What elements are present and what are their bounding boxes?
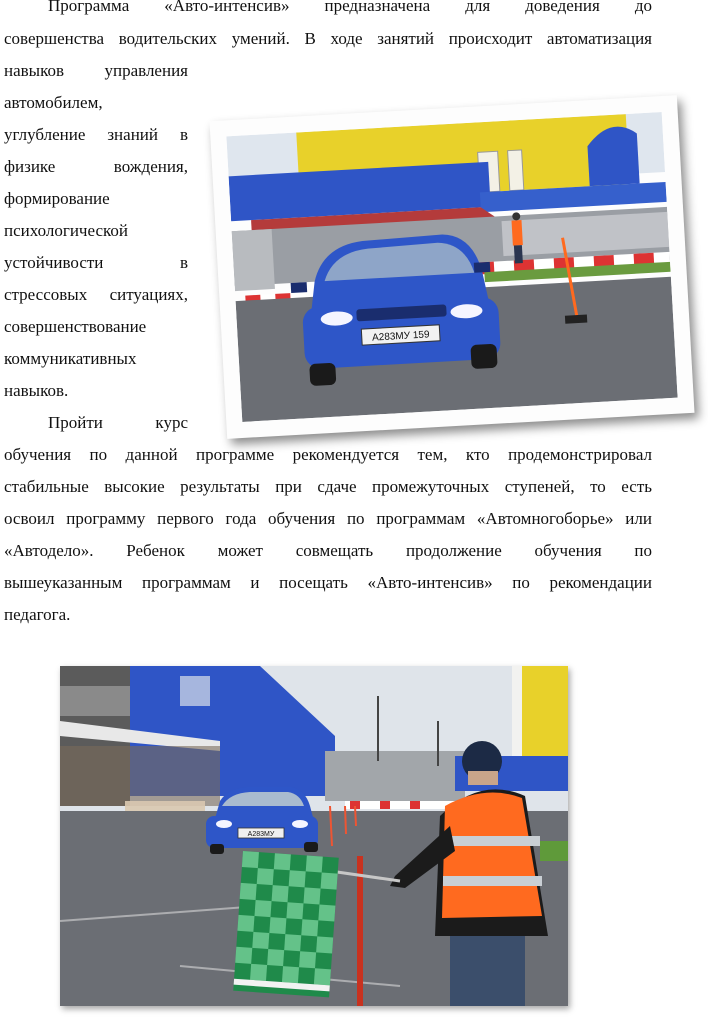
license-plate-small: А283МУ — [247, 831, 275, 838]
text-line: обучения по данной программе рекомендуется тем, кто продемонстрировал — [4, 445, 652, 464]
flag-instructor-image — [60, 666, 568, 1006]
text-line: формирование — [4, 189, 110, 208]
text-line: коммуникативных — [4, 349, 137, 368]
text-line: Программа «Авто-интенсив» предназначена для доведения до — [48, 0, 652, 15]
text-line: устойчивости в — [4, 253, 188, 272]
text-line: физике вождения, — [4, 157, 188, 176]
text-line: навыков. — [4, 381, 69, 400]
car-training-photo — [209, 95, 694, 439]
license-plate: А283МУ 159 — [371, 329, 430, 344]
flag-instructor-photo — [60, 666, 568, 1006]
text-line: психологической — [4, 221, 128, 240]
text-line: автомобилем, — [4, 93, 103, 112]
text-line: углубление знаний в — [4, 125, 188, 144]
text-line: освоил программу первого года обучения по программам «Автомногоборье» или — [4, 509, 652, 528]
text-line: педагога. — [4, 605, 71, 624]
text-line: совершенствование — [4, 317, 147, 336]
text-line: Пройти курс — [48, 413, 188, 432]
text-line: совершенства водительских умений. В ходе занятий происходит автоматизация — [4, 29, 652, 48]
text-line: стрессовых ситуациях, — [4, 285, 188, 304]
text-line: «Автодело». Ребенок может совмещать продолжение обучения по — [4, 541, 652, 560]
text-line: вышеуказанным программам и посещать «Авто-интенсив» по рекомендации — [4, 573, 652, 592]
text-line: навыков управления — [4, 61, 188, 80]
car-training-image — [226, 112, 677, 422]
text-line: стабильные высокие результаты при сдаче промежуточных ступеней, то есть — [4, 477, 652, 496]
